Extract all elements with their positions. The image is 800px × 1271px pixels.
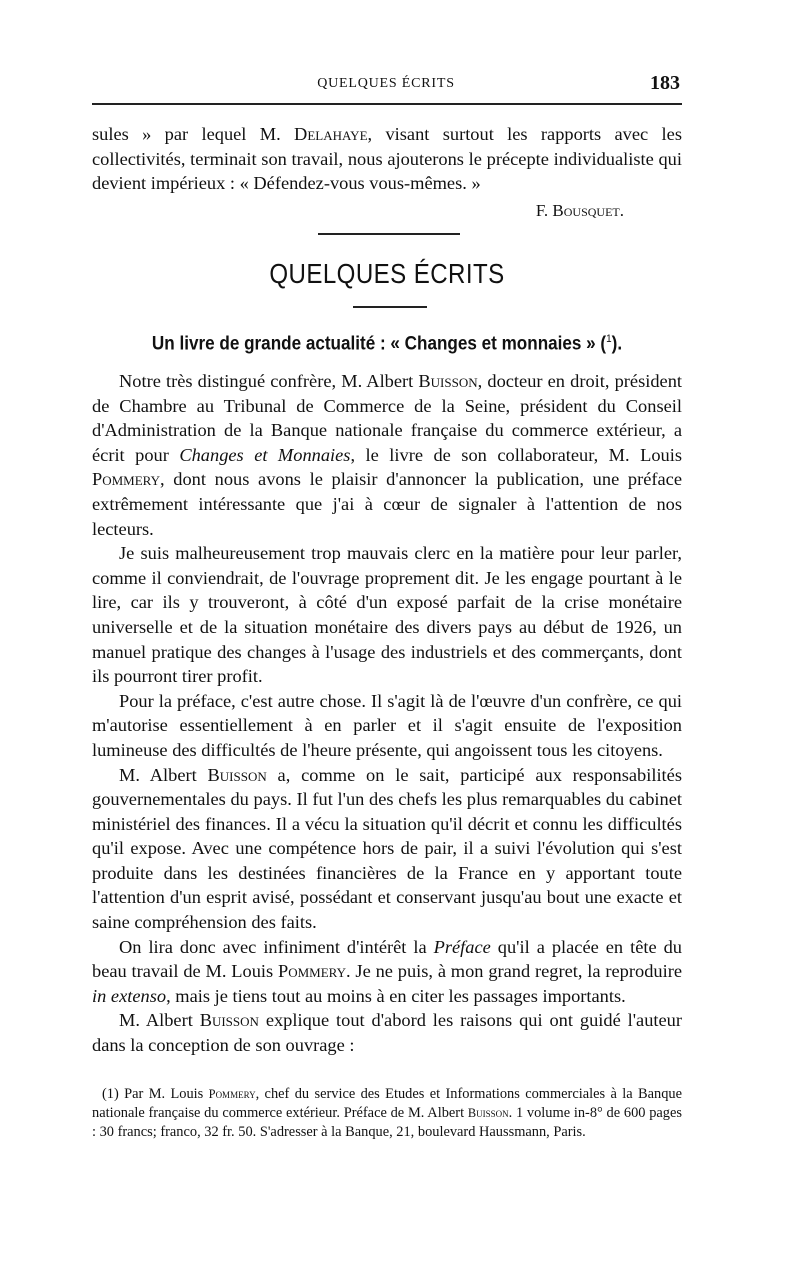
title-rule: [353, 306, 427, 308]
paragraph: Je suis malheureusement trop mauvais clerc en la matière pour leur parler, comme il conviendrait, de l'ouvrage proprement dit. Je les engage pourtant à le lire, car ils y trouveront, à côté d'un exposé parfait de la crise monétaire universelle et de la situation monétaire des divers pays au début de 1926, un manuel pratique des changes à l'usage des industriels et des commerçants, dont ils pourront tirer profit.: [92, 543, 682, 687]
section-title: QUELQUES ÉCRITS: [269, 258, 505, 289]
header-rule: [92, 103, 682, 105]
person-name: Buisson: [467, 1106, 509, 1120]
person-name: Buisson: [207, 764, 267, 785]
page-header: [92, 72, 680, 98]
person-name: Pommery: [92, 469, 161, 490]
footnote-reference: 1: [606, 333, 612, 345]
intro-paragraph: [92, 122, 682, 196]
paragraph: M. Albert Buisson a, comme on le sait, participé aux responsabilités gouvernementales du pays. Il fut l'un des chefs les plus remarquables du cabinet ministériel des finances. Il a vécu la situation qu'il décrit et connu les difficultés qu'il expose. Avec une compétence hors de pair, il a suivi l'évolution qui s'est produite dans les destinées financières de la France en y apportant toute l'attention d'un esprit avisé, possédant et conservant jusqu'au bout une exacte et saine compréhension des faits.: [92, 764, 682, 933]
person-name: Pommery: [277, 961, 347, 982]
signature-name: Bousquet.: [552, 201, 624, 220]
paragraph: Pour la préface, c'est autre chose. Il s'agit là de l'œuvre d'un confrère, ce qui m'autorise essentiellement à en parler et il s'agit ensuite de l'exposition lumineuse des difficultés de l'heure présente, qui angoissent tous les citoyens.: [92, 690, 682, 760]
book-title: Changes et Monnaies: [179, 444, 351, 465]
person-name: Buisson: [199, 1010, 259, 1031]
page-number: 183: [650, 72, 680, 94]
running-title: QUELQUES ÉCRITS: [317, 76, 455, 91]
paragraph: On lira donc avec infiniment d'intérêt la Préface qu'il a placée en tête du beau travail de M. Louis Pommery. Je ne puis, à mon grand regret, la reproduire in extenso, mais je tiens tout au moins à en citer les passages importants.: [92, 936, 683, 1006]
person-name: Buisson: [418, 371, 478, 391]
paragraph: M. Albert Buisson explique tout d'abord les raisons qui ont guidé l'auteur dans la conception de son ouvrage :: [92, 1010, 682, 1056]
article-body: [92, 369, 682, 1058]
footnote-marker: (1): [102, 1086, 119, 1102]
intro-text: sules » par lequel M.: [92, 124, 295, 144]
subtitle-end: ).: [611, 333, 623, 355]
section-separator: [318, 233, 460, 235]
signature-initial: F.: [535, 201, 553, 220]
subtitle-text: Un livre de grande actualité : « Changes et monnaies » (: [151, 333, 607, 355]
article-subtitle: [122, 333, 653, 355]
author-name: Delahaye: [294, 124, 368, 144]
italic-term: in extenso: [92, 985, 167, 1006]
italic-term: Préface: [433, 936, 491, 957]
person-name: Pommery: [208, 1087, 256, 1101]
intro-text: , visant surtout les rapports avec les collectivités, terminait son travail, nous ajouterons le précepte individualiste qui devient impérieux : « Défendez-vous vous-mêmes. »: [92, 124, 682, 194]
paragraph: Notre très distingué confrère, M. Albert Buisson, docteur en droit, président de Chambre au Tribunal de Commerce de la Seine, président du Conseil d'Administration de la Banque nationale française du commerce extérieur, a écrit pour Changes et Monnaies, le livre de son collaborateur, M. Louis Pommery, dont nous avons le plaisir d'annoncer la publication, une préface extrêmement intéressante que j'ai à cœur de signaler à l'attention de nos lecteurs.: [92, 371, 682, 539]
signature: [92, 201, 624, 221]
footnote: (1) Par M. Louis Pommery, chef du service des Etudes et Informations commerciales à la Banque nationale française du commerce extérieur. Préface de M. Albert Buisson. 1 volume in-8° de 600 pages : 30 francs; franco, 32 fr. 50. S'adresser à la Banque, 21, boulevard Haussmann, Paris.: [92, 1086, 682, 1140]
